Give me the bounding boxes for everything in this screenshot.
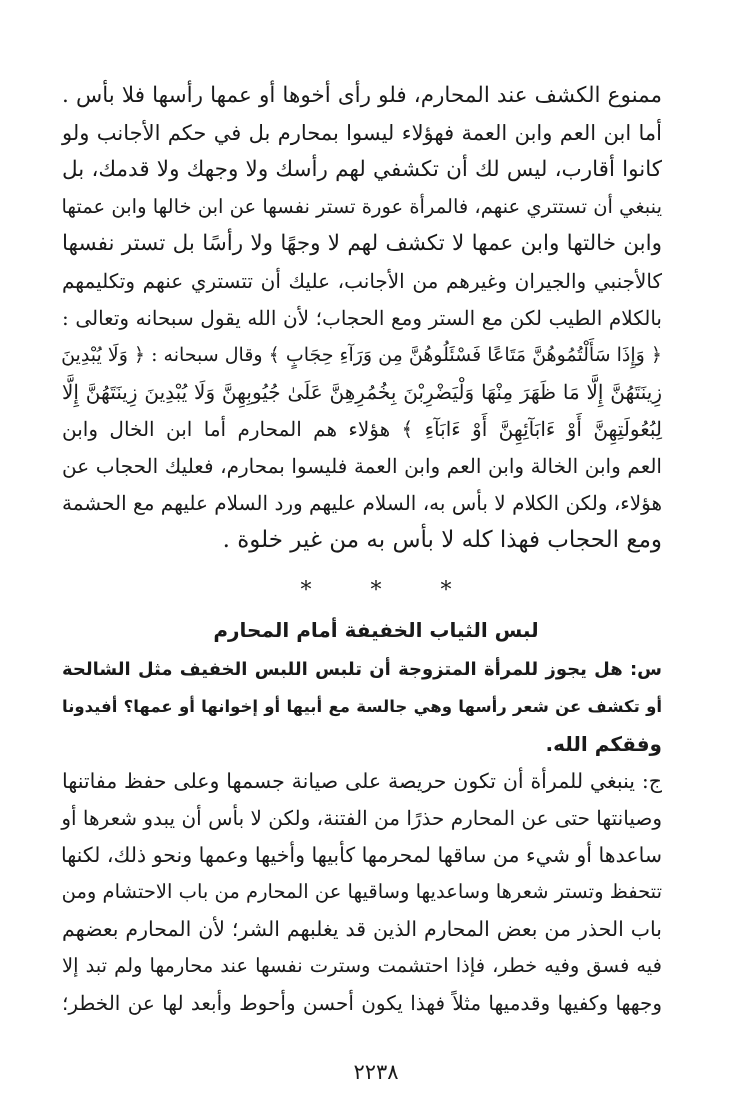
- quran-verse-line: لِبُعُولَتِهِنَّ أَوْ ءَابَآئِهِنَّ أَوْ ءَابَآءِ ﴾ هؤلاء هم المحارم أما ابن الخال وابن: [62, 417, 662, 441]
- question-line: س: هل يجوز للمرأة المتزوجة أن تلبس اللبس الخفيف مثل الشالحة: [62, 659, 662, 680]
- text-line: بالكلام الطيب لكن مع الستر ومع الحجاب؛ لأن الله يقول سبحانه وتعالى :: [62, 306, 662, 330]
- answer-line: وجهها وكفيها وقدميها مثلاً فهذا يكون أحسن وأحوط وأبعد لها عن الخطر؛: [62, 991, 663, 1015]
- text-line: أما ابن العم وابن العمة فهؤلاء ليسوا بمحارم بل في حكم الأجانب ولو: [62, 121, 662, 145]
- quran-verse-line: ﴿ وَإِذَا سَأَلْتُمُوهُنَّ مَتَاعًا فَسْئَلُوهُنَّ مِن وَرَآءِ حِجَابٍ ﴾ وقال سبحانه : ﴿ وَلَا يُبْدِينَ: [61, 344, 662, 366]
- answer-line: ساعدها أو شيء من ساقها لمحرمها كأبيها وأخيها وعمها ونحو ذلك، لكنها: [60, 843, 662, 867]
- answer-line: وصيانتها حتى عن المحارم حذرًا من الفتنة، ولكن لا بأس أن يبدو شعرها أو: [61, 806, 662, 830]
- page-number: ٢٢٣٨: [353, 1060, 399, 1084]
- star-icon: *: [370, 578, 382, 603]
- text-line: ممنوع الكشف عند المحارم، فلو رأى أخوها أو عمها رأسها فلا بأس .: [62, 83, 662, 108]
- text-line: كالأجنبي والجيران وغيرهم من الأجانب، عليك أن تتستري عنهم وتكليمهم: [62, 269, 662, 293]
- question-line: أو تكشف عن شعر رأسها وهي جالسة مع أبيها أو إخوانها أو عمها؟ أفيدونا: [62, 697, 662, 716]
- text-line: ومع الحجاب فهذا كله لا بأس به من غير خلوة .: [222, 527, 662, 553]
- section-separator: [0, 576, 752, 606]
- question-line: وفقكم الله.: [545, 732, 662, 756]
- answer-line: باب الحذر من بعض المحارم الذين قد يغلبهم الشر؛ لأن المحارم بعضهم: [62, 917, 662, 941]
- quran-verse-line: زِينَتَهُنَّ إِلَّا مَا ظَهَرَ مِنْهَا وَلْيَضْرِبْنَ بِخُمُرِهِنَّ عَلَىٰ جُيُوبِهِنَّ وَلَا يُبْدِينَ زِينَتَهُنَّ إِلَّا: [62, 380, 662, 404]
- answer-line: فيه فسق وفيه خطر، فإذا احتشمت وسترت نفسها عند محارمها ولم تبد إلا: [62, 954, 662, 977]
- answer-line: ج: ينبغي للمرأة أن تكون حريصة على صيانة جسمها وعلى حفظ مفاتنها: [62, 769, 662, 793]
- text-line: ينبغي أن تستتري عنهم، فالمرأة عورة تستر نفسها عن ابن خالها وابن عمتها: [61, 195, 662, 218]
- star-icon: *: [300, 578, 312, 603]
- text-line: العم وابن الخالة وابن العم وابن العمة فليسوا بمحارم، فعليك الحجاب عن: [62, 454, 662, 478]
- answer-line: تتحفظ وتستر شعرها وساعديها وساقيها عن المحارم من باب الاحتشام ومن: [61, 880, 662, 903]
- text-line: وابن خالتها وابن عمها لا تكشف لهم لا وجهًا ولا رأسًا بل تستر نفسها: [62, 231, 662, 256]
- text-line: هؤلاء، ولكن الكلام لا بأس به، السلام عليهم ورد السلام عليهم مع الحشمة: [62, 491, 662, 515]
- star-icon: *: [440, 578, 452, 603]
- text-line: كانوا أقارب، ليس لك أن تكشفي لهم رأسك ولا وجهك ولا قدمك، بل: [62, 157, 662, 182]
- section-title: لبس الثياب الخفيفة أمام المحارم: [213, 618, 539, 642]
